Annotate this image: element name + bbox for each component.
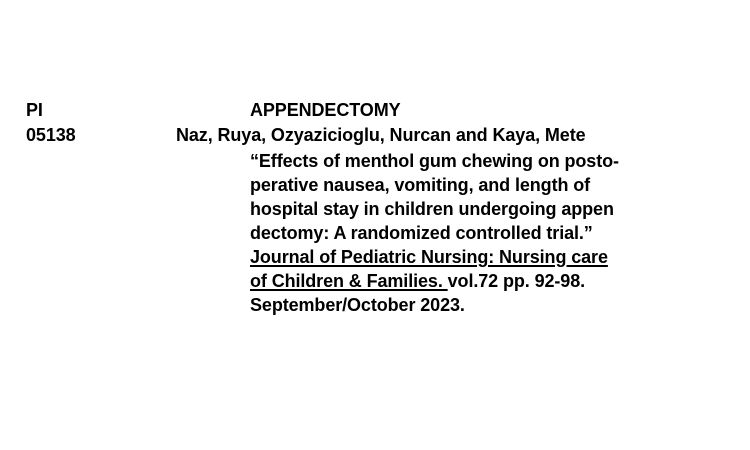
- collection-code: PI: [26, 100, 43, 120]
- publication-date: September/October 2023.: [250, 295, 465, 315]
- article-title-line: perative nausea, vomiting, and length of: [250, 175, 591, 195]
- journal-name-line1: Journal of Pediatric Nursing: Nursing care: [250, 247, 608, 267]
- article-title-line: dectomy: A randomized controlled trial.”: [250, 223, 593, 243]
- journal-name-line2: of Children & Families.: [250, 271, 448, 291]
- volume-pages: vol.72 pp. 92-98.: [447, 271, 586, 291]
- subject-heading: APPENDECTOMY: [250, 100, 401, 120]
- journal-citation-line: [250, 270, 585, 292]
- authors: Naz, Ruya, Ozyazicioglu, Nurcan and Kaya, Mete: [176, 125, 586, 145]
- article-title-line: hospital stay in children undergoing appen: [250, 199, 614, 219]
- record-number: 05138: [26, 125, 76, 145]
- article-title-line: “Effects of menthol gum chewing on posto-: [250, 151, 619, 171]
